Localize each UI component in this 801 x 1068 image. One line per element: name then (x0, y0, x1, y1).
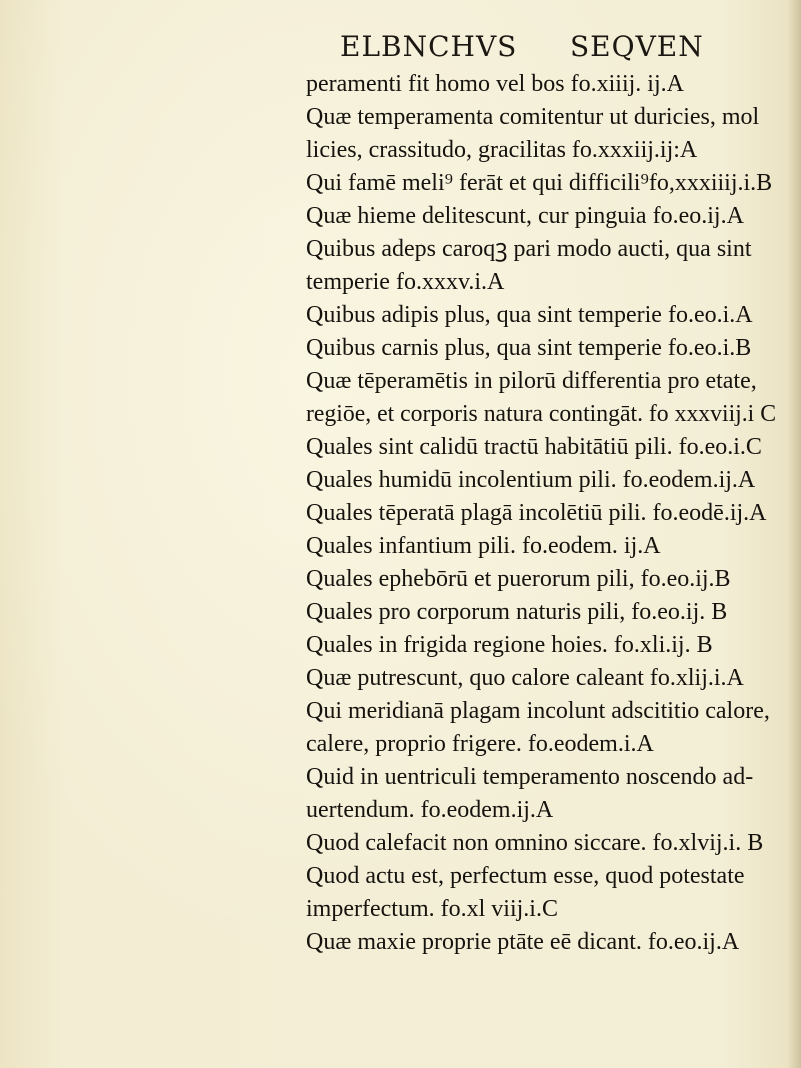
index-line (306, 266, 776, 299)
running-header (340, 30, 780, 70)
index-line-text: uertendum. fo.eodem.ij.A (306, 797, 554, 823)
index-line-text: Quales in frigida regione hoies. fo.xli.ij. B (306, 632, 713, 658)
index-line-text: Quales ephebōrū et puerorum pili, fo.eo.ij.B (306, 566, 731, 592)
index-line (306, 893, 776, 926)
index-line (306, 464, 776, 497)
index-line-text: Qui meridianā plagam incolunt adscititio calore, (306, 698, 770, 724)
index-line (306, 926, 776, 959)
index-line (306, 68, 776, 101)
index-line (306, 662, 776, 695)
index-line (306, 233, 776, 266)
index-line (306, 101, 776, 134)
index-line-text: Quæ maxie proprie ptāte eē dicant. fo.eo.ij.A (306, 929, 740, 955)
index-line-text: calere, proprio frigere. fo.eodem.i.A (306, 731, 654, 757)
header-right-word: SEQVEN (570, 30, 704, 63)
index-line (306, 398, 776, 431)
index-line-text: Qui famē meli⁹ ferāt et qui difficili⁹fo,xxxiiij.i.B (306, 170, 773, 196)
index-line-text: Quid in uentriculi temperamento noscendo ad- (306, 764, 754, 790)
page-edge-shadow (787, 0, 801, 1068)
index-line-text: temperie fo.xxxv.i.A (306, 269, 505, 295)
index-line-text: imperfectum. fo.xl viij.i.C (306, 896, 558, 922)
index-line-text: Quæ hieme delitescunt, cur pinguia fo.eo.ij.A (306, 203, 744, 229)
index-line (306, 728, 776, 761)
index-line-text: Quales pro corporum naturis pili, fo.eo.ij. B (306, 599, 728, 625)
index-line-text: Quibus carnis plus, qua sint temperie fo.eo.i.B (306, 335, 752, 361)
index-entries (306, 68, 776, 959)
index-line-text: Quæ temperamenta comitentur ut duricies, mol (306, 104, 760, 130)
index-line (306, 827, 776, 860)
index-line (306, 200, 776, 233)
index-line-text: Quales humidū incolentium pili. fo.eodem.ij.A (306, 467, 756, 493)
index-line (306, 431, 776, 464)
index-line (306, 167, 776, 200)
index-line (306, 860, 776, 893)
index-line-text: peramenti fit homo vel bos fo.xiiij. ij.A (306, 71, 684, 97)
index-line-text: Quales infantium pili. fo.eodem. ij.A (306, 533, 661, 559)
index-line-text: Quales sint calidū tractū habitātiū pili. fo.eo.i.C (306, 434, 762, 460)
index-line-text: Quibus adipis plus, qua sint temperie fo.eo.i.A (306, 302, 753, 328)
index-line-text: Quod actu est, perfectum esse, quod potestate (306, 863, 745, 889)
index-line-text: regiōe, et corporis natura contingāt. fo xxxviij.i C (306, 401, 776, 427)
index-line (306, 299, 776, 332)
index-line-text: Quæ putrescunt, quo calore caleant fo.xlij.i.A (306, 665, 744, 691)
index-line-text: Quod calefacit non omnino siccare. fo.xlvij.i. B (306, 830, 764, 856)
index-line (306, 134, 776, 167)
index-line-text: licies, crassitudo, gracilitas fo.xxxiij.ij:A (306, 137, 698, 163)
index-line-text: Quæ tēperamētis in pilorū differentia pro etate, (306, 368, 757, 394)
index-line (306, 530, 776, 563)
index-line-text: Quales tēperatā plagā incolētiū pili. fo.eodē.ij.A (306, 500, 767, 526)
index-line (306, 629, 776, 662)
index-line (306, 695, 776, 728)
index-line (306, 563, 776, 596)
index-line (306, 596, 776, 629)
index-line (306, 761, 776, 794)
index-line (306, 332, 776, 365)
index-line (306, 365, 776, 398)
header-left-word: ELBNCHVS (340, 30, 518, 63)
index-line (306, 794, 776, 827)
index-line-text: Quibus adeps caroqꝫ pari modo aucti, qua sint (306, 236, 752, 262)
index-line (306, 497, 776, 530)
